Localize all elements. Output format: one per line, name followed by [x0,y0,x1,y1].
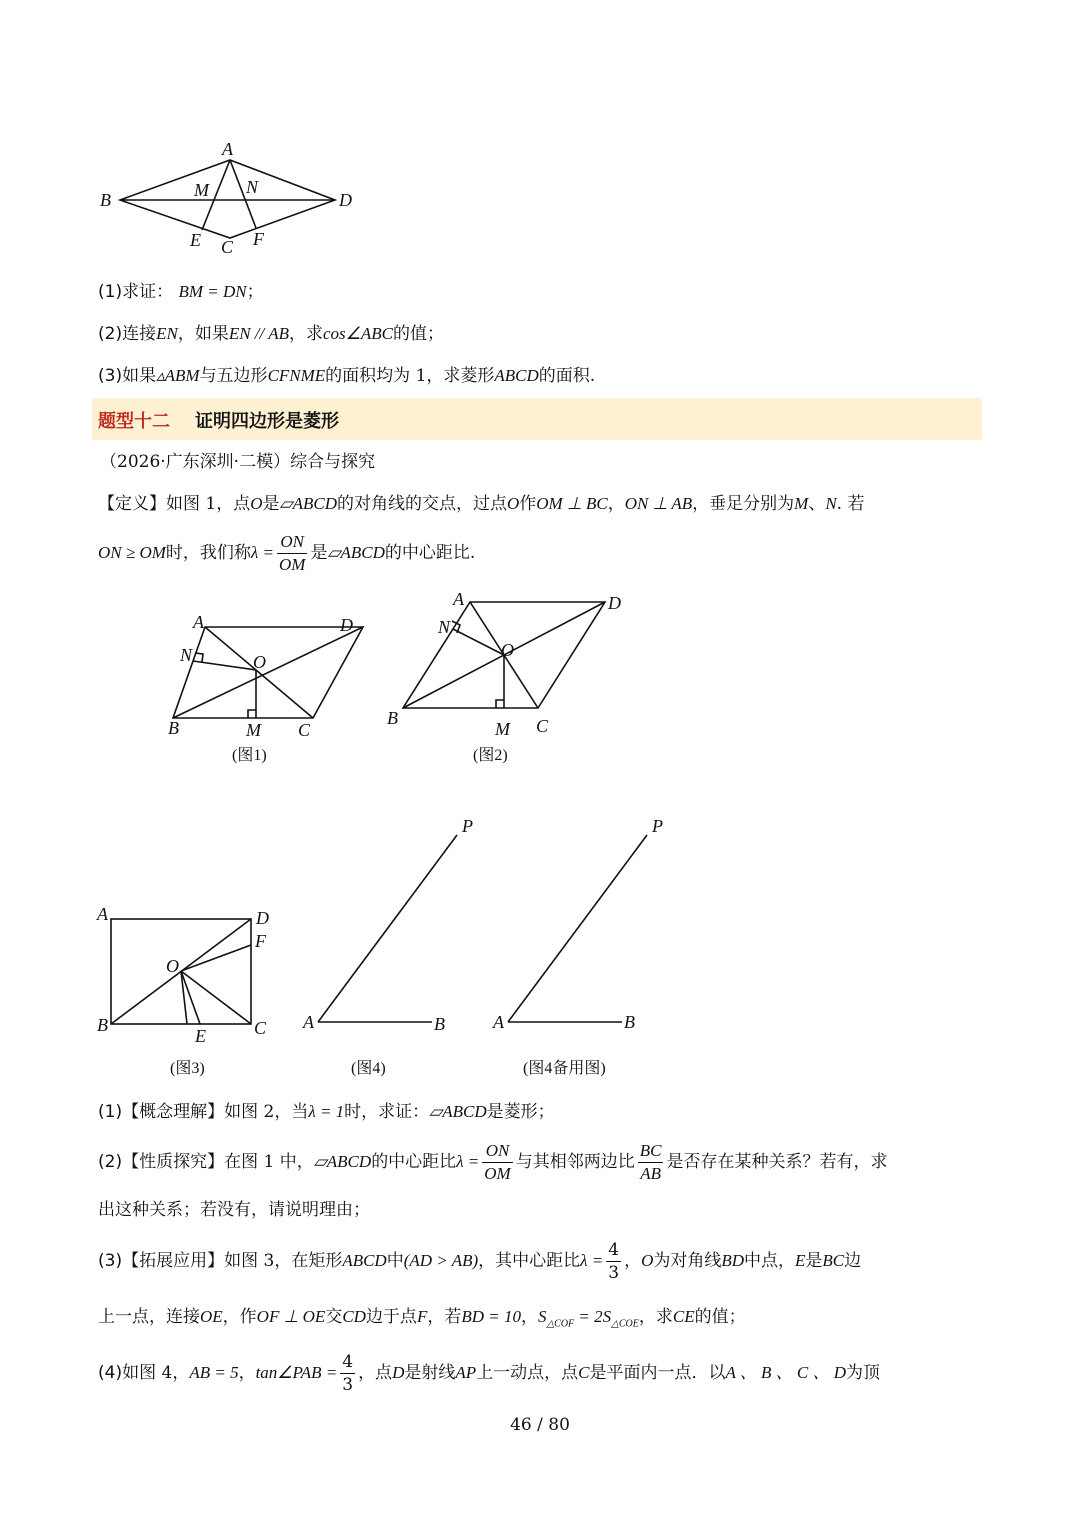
question-3-line-1: (3)【拓展应用】如图 3，在矩形ABCD中(AD > AB)，其中心距比λ = $\frac{4}{3}$ ，O为对角线BD中点，E是BC边 [98,1240,862,1283]
svg-text:D: D [608,593,621,613]
label-a: A [222,139,233,159]
svg-text:N: N [180,645,193,665]
svg-text:M: M [495,719,510,739]
definition-line-2: ON ≥ OM时，我们称λ = $\frac{ON}{OM}$ 是▱ABCD的中心距比. [98,532,476,574]
label-d: D [339,190,352,210]
rhombus-figure [90,135,370,265]
svg-text:M: M [246,720,261,740]
fig1-caption: (图1) [232,747,267,764]
rhombus-outline [120,160,335,238]
svg-text:D: D [340,615,353,635]
svg-text:O: O [166,956,179,976]
svg-text:B: B [624,1012,635,1032]
svg-text:A: A [97,904,108,924]
fig4b-caption: (图4备用图) [523,1060,606,1077]
question-1: (1)【概念理解】如图 2，当λ = 1时，求证：▱ABCD是菱形； [98,1102,555,1122]
svg-text:B: B [168,718,179,738]
svg-text:A: A [493,1012,504,1032]
figure-4 [300,810,480,1080]
fig2-caption: (图2) [473,747,508,764]
svg-text:B: B [387,708,398,728]
prev-part-1: (1)求证： BM = DN； [98,282,264,302]
svg-text:N: N [438,617,451,637]
figure-2 [380,588,640,773]
fraction-on-om: $\frac{ON}{OM}$ [278,532,306,574]
fig4-caption: (图4) [351,1060,386,1077]
figure-4-backup [490,810,690,1080]
source-line: （2026·广东深圳·二模）综合与探究 [100,452,376,472]
label-f: F [253,229,264,249]
prev-part-2: (2)连接EN，如果EN // AB，求cos∠ABC的值； [98,324,444,344]
svg-text:A: A [303,1012,314,1032]
question-2-line-2: 出这种关系；若没有，请说明理由； [98,1200,370,1220]
fig3-caption: (图3) [170,1060,205,1077]
svg-text:E: E [195,1026,206,1046]
svg-text:P: P [652,816,663,836]
section-title: 证明四边形是菱形 [195,411,339,432]
question-3-line-2: 上一点，连接OE，作OF ⊥ OE交CD边于点F，若BD = 10，$S_{\triangle COF} = 2S_{\triangle COE}$，求CE的值； [98,1307,746,1330]
svg-text:P: P [462,816,473,836]
figure-3 [90,900,290,1080]
label-e: E [190,230,201,250]
label-b: B [100,190,111,210]
section-kicker: 题型十二 [98,411,170,432]
svg-text:O: O [501,640,514,660]
svg-text:C: C [254,1018,267,1038]
svg-text:O: O [253,652,266,672]
svg-text:B: B [434,1014,445,1034]
label-c: C [221,237,234,257]
svg-text:C: C [536,716,549,736]
svg-text:A: A [453,589,464,609]
section-heading [92,398,982,440]
question-4: (4)如图 4，AB = 5，tan∠PAB = $\frac{4}{3}$ ，点D是射线AP上一动点，点C是平面内一点．以A 、 B 、 C 、 D为顶 [98,1352,881,1395]
svg-text:B: B [97,1015,108,1035]
label-m: M [194,180,209,200]
figure-1 [160,608,380,773]
prev-part-3: (3)如果▵ABM与五边形CFNME的面积均为 1，求菱形ABCD的面积. [98,366,596,386]
question-2-line-1: (2)【性质探究】在图 1 中，▱ABCD的中心距比λ = $\frac{ON}{OM}$ 与其相邻两边比 $\frac{BC}{AB}$ 是否存在某种关系？若有，求 [98,1141,888,1183]
label-n: N [246,177,259,197]
svg-text:F: F [255,931,266,951]
definition-line-1: 【定义】如图 1，点O是▱ABCD的对角线的交点，过点O作OM ⊥ BC，ON ⊥ AB，垂足分别为M、N. 若 [98,494,865,514]
page-number: 46 / 80 [510,1415,570,1435]
svg-text:A: A [193,612,204,632]
svg-text:D: D [256,908,269,928]
svg-text:C: C [298,720,311,740]
